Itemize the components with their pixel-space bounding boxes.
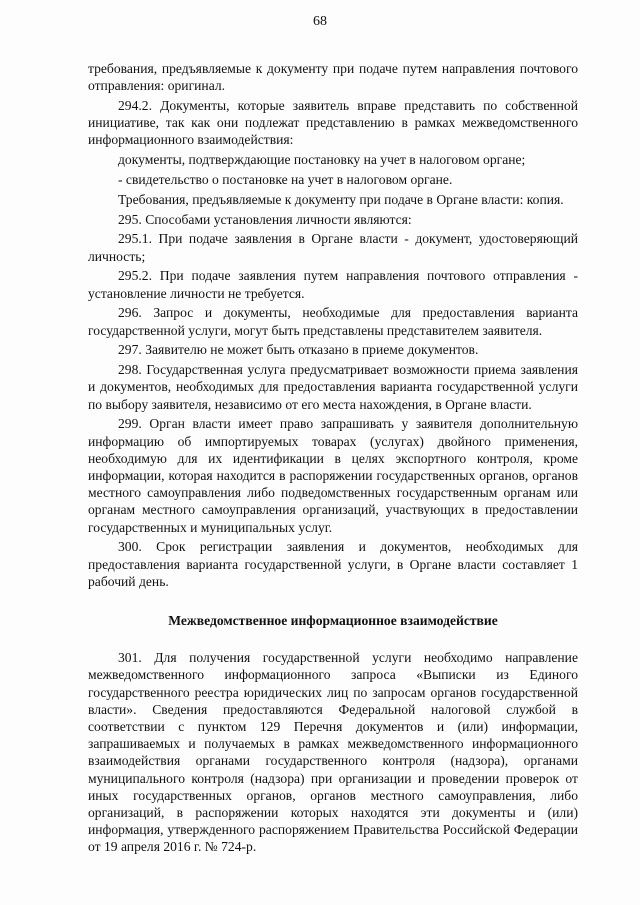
paragraph: 298. Государственная услуга предусматривает возможности приема заявления и документов, необходимых для предоставления варианта государственной услуги по выбору заявителя, независимо от его места нахождения, в Органе власти. [88,362,578,412]
paragraph: 295. Способами установления личности являются: [118,211,412,227]
paragraph: 295.1. При подаче заявления в Органе власти - документ, удостоверяющий личность; [88,231,578,264]
page-number: 68 [313,14,327,29]
paragraphs-before-section [88,60,578,590]
paragraph: 301. Для получения государственной услуги необходимо направление межведомственного информационного запроса «Выписки из Единого государственного реестра юридических лиц по запросам органов государственной власти». Сведения предоставляются Федеральной налоговой службой в соответствии с пунктом 129 Перечня документов и (или) информации, запрашиваемых и получаемых в рамках межведомственного информационного взаимодействия органами государственного контроля (надзора), органами муниципального контроля (надзора) при организации и проведении проверок от иных государственных органов, органов местного самоуправления, либо организаций, в распоряжении которых находятся эти документы и (или) информация, утвержденного распоряжением Правительства Российской Федерации от 19 апреля 2016 г. № 724-р. [88,650,578,855]
paragraph: 300. Срок регистрации заявления и документов, необходимых для предоставления варианта государственной услуги, в Органе власти составляет 1 рабочий день. [88,539,578,589]
paragraph: - свидетельство о постановке на учет в налоговом органе. [118,172,453,187]
paragraph: Требования, предъявляемые к документу при подаче в Органе власти: копия. [118,191,564,207]
paragraph: документы, подтверждающие постановку на учет в налоговом органе; [118,152,526,168]
paragraph: 295.2. При подаче заявления путем направления почтового отправления - установление личности не требуется. [88,268,578,301]
paragraph: 294.2. Документы, которые заявитель вправе представить по собственной инициативе, так как они подлежат представлению в рамках межведомственного информационного взаимодействия: [88,98,578,148]
paragraph: требования, предъявляемые к документу при подаче путем направления почтового отправления: оригинал. [88,61,578,94]
paragraph: 296. Запрос и документы, необходимые для предоставления варианта государственной услуги, могут быть представлены представителем заявителя. [88,305,578,338]
paragraph: 297. Заявителю не может быть отказано в приеме документов. [118,342,479,358]
paragraph: 299. Орган власти имеет право запрашивать у заявителя дополнительную информацию об импортируемых товарах (услугах) двойного применения, необходимую для их идентификации в целях экспортного контроля, кроме информации, которая находится в распоряжении государственных органов, органов местного самоуправления либо подведомственных государственным органам или органам местного самоуправления организаций, участвующих в предоставлении государственных и муниципальных услуг. [88,416,578,535]
paragraphs-after-section [88,649,578,855]
section-heading: Межведомственное информационное взаимодействие [168,613,498,629]
document-body [88,60,578,858]
